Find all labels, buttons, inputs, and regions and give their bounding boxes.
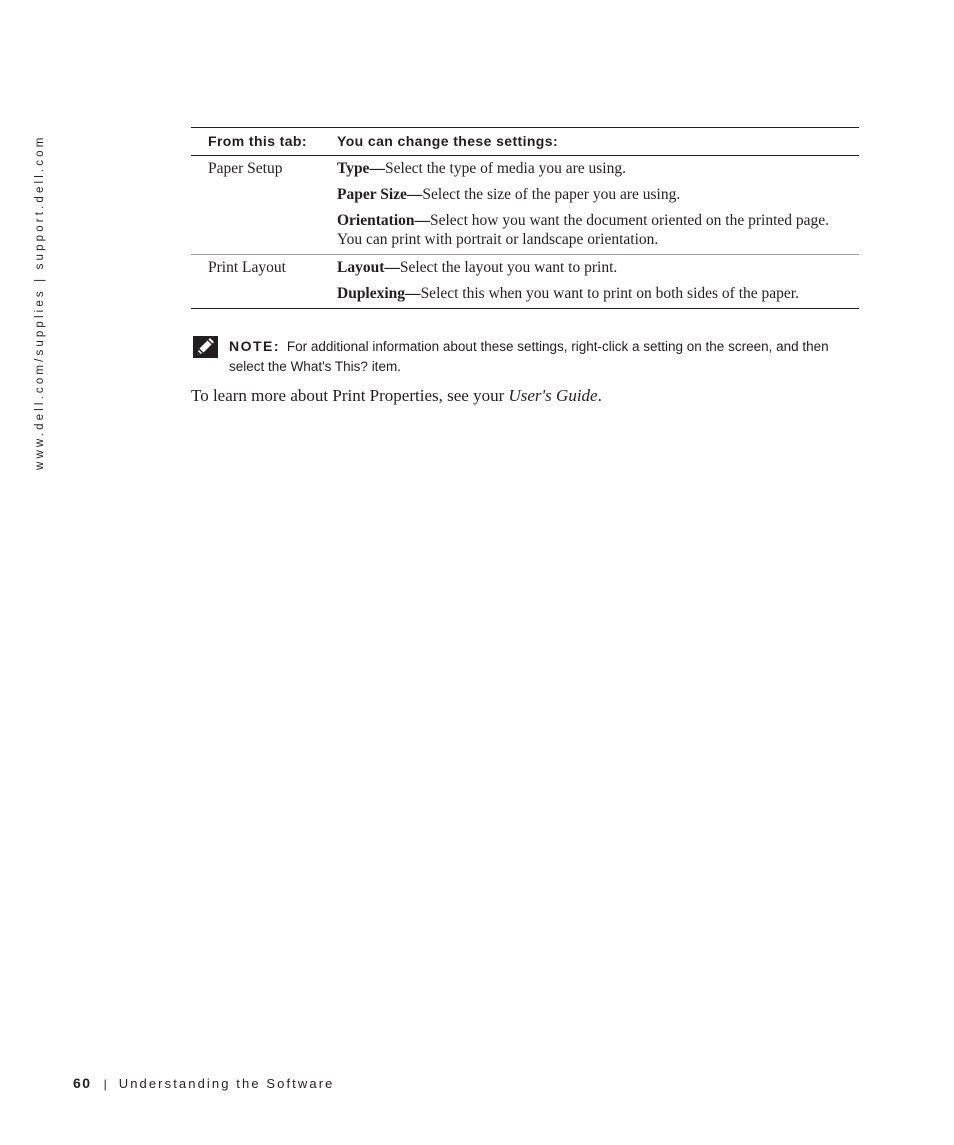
setting-entry [337, 258, 859, 277]
pencil-note-icon [193, 336, 218, 358]
setting-name: Layout— [337, 259, 400, 276]
note-text [229, 336, 858, 377]
setting-desc: Select the layout you want to print. [399, 259, 618, 276]
table-header-row [191, 128, 859, 156]
note-ui-term: What's This? [290, 359, 368, 374]
setting-name: Duplexing— [337, 285, 421, 302]
setting-desc: Select this when you want to print on both sides of the paper. [420, 285, 799, 302]
note-box [193, 336, 858, 377]
body-period: . [597, 386, 602, 405]
note-label: NOTE: [229, 338, 281, 354]
header-settings: You can change these settings: [337, 132, 559, 149]
setting-name: Orientation— [337, 212, 430, 229]
note-text-after: item. [371, 359, 401, 374]
settings-cell [337, 255, 859, 309]
tab-name: Paper Setup [208, 160, 283, 177]
setting-entry [337, 185, 859, 204]
chapter-title: Understanding the Software [118, 1076, 335, 1091]
setting-desc: Select the size of the paper you are using. [422, 186, 681, 203]
body-text: To learn more about Print Properties, see your [191, 386, 505, 405]
side-url: www.dell.com/supplies | support.dell.com [34, 134, 46, 470]
table-row [191, 156, 859, 255]
setting-entry [337, 284, 859, 303]
header-from-tab: From this tab: [208, 132, 307, 149]
tab-name: Print Layout [208, 259, 286, 276]
note-text-before: For additional information about these settings, right-click a setting on the screen, and then select the [229, 339, 829, 374]
settings-table [191, 127, 859, 309]
setting-entry [337, 159, 859, 178]
setting-name: Paper Size— [337, 186, 423, 203]
setting-desc: Select how you want the document oriented on the printed page. You can print with portrait or landscape orientation. [337, 212, 830, 248]
setting-desc: Select the type of media you are using. [384, 160, 626, 177]
table-row [191, 255, 859, 309]
setting-entry [337, 211, 859, 249]
guide-title: User's Guide [508, 386, 598, 405]
footer-separator: | [103, 1077, 107, 1091]
setting-name: Type— [337, 160, 385, 177]
body-paragraph [191, 384, 859, 408]
page-footer [73, 1075, 334, 1091]
settings-cell [337, 156, 859, 255]
page-number: 60 [73, 1075, 92, 1091]
